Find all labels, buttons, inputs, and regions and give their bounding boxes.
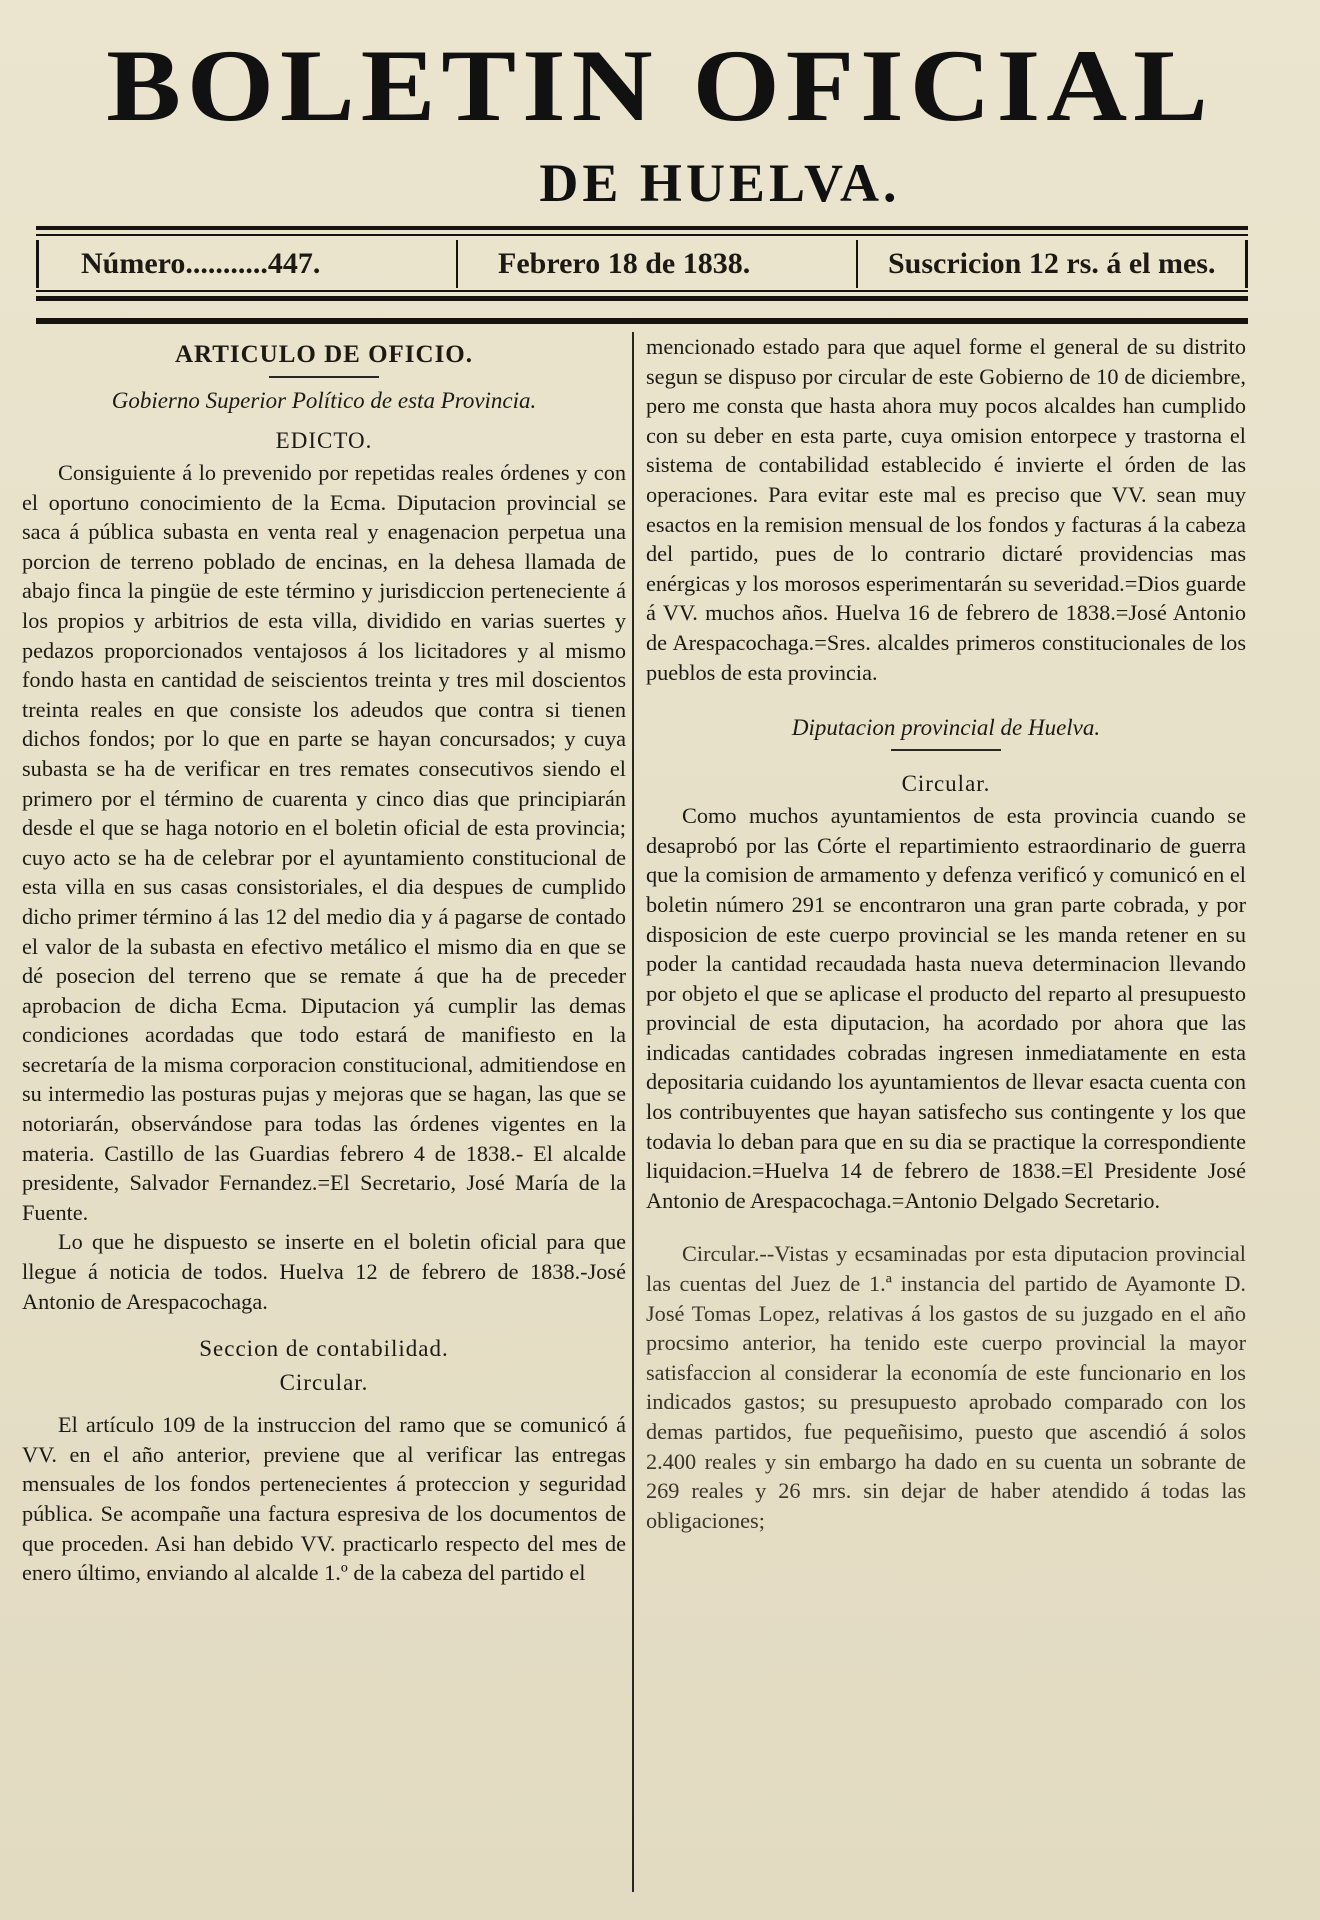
accounting-subheading: Circular. <box>279 1370 369 1396</box>
issue-number: Número...........447. <box>36 240 456 288</box>
info-bar <box>36 222 1248 330</box>
issue-date: Febrero 18 de 1838. <box>456 240 856 288</box>
accounting-heading: Seccion de contabilidad. <box>199 1336 449 1362</box>
circular-heading: Circular. <box>901 771 991 797</box>
diputacion-heading: Diputacion provincial de Huelva. <box>791 715 1101 741</box>
info-cells <box>36 240 1248 288</box>
right-column <box>634 332 1246 1892</box>
bottom-rule-thick <box>36 296 1248 301</box>
top-rule-thick <box>36 226 1248 230</box>
edict-heading: EDICTO. <box>275 428 373 453</box>
section-heading: ARTICULO DE OFICIO. <box>174 341 474 368</box>
heading-rule <box>269 376 379 378</box>
second-circular-body: Circular.--Vistas y ecsaminadas por esta diputacion provincial las cuentas del Juez de 1.ª instancia del partido de Ayamonte D. José Tomas Lopez, relativas á los gastos de su juzgado en el año procsimo anterior, ha tenido este cuerpo provincial la mayor satisfaccion al considerar la economía de este funcionario en los indicados gastos; su presupuesto aprobado comparado con los demas partidos, fue pequeñisimo, puesto que ascendió á solos 2.400 reales y sin embargo ha dado en su cuenta un sobrante de 269 reales y 26 mrs. sin dejar de haber atendido á todas las obligaciones; <box>646 1241 1246 1533</box>
accounting-continuation: mencionado estado para que aquel forme el general de su distrito segun se dispuso por circular de este Gobierno de 10 de diciembre, pero me consta que hasta ahora muy pocos alcaldes han cumplido con su deber en esta parte, cuya omision entorpece y trastorna el sistema de contabilidad establecido é invierte el órden de las operaciones. Para evitar este mal es preciso que VV. sean muy esactos en la remision mensual de los fondos y facturas á la cabeza del partido, pues de lo contrario dictaré providencias mas enérgicas y los morosos esperimentarán su severidad.=Dios guarde á VV. muchos años. Huelva 16 de febrero de 1838.=José Antonio de Arespacochaga.=Sres. alcaldes primeros constitucionales de los pueblos de esta provincia. <box>646 334 1246 685</box>
newspaper-title: BOLETIN OFICIAL <box>106 28 1214 144</box>
accounting-body: El artículo 109 de la instruccion del ramo que se comunicó á VV. en el año anterior, previene que al verificar las entregas mensuales de los fondos pertenecientes á proteccion y seguridad pública. Se acompañe una factura espresiva de los documentos de que proceden. Asi han debido VV. practicarlo respecto del mes de enero último, enviando al alcalde 1.º de la cabeza del partido el <box>22 1412 626 1586</box>
text-columns <box>20 332 1248 1892</box>
column-header-rule <box>36 318 1248 324</box>
subscription-price: Suscricion 12 rs. á el mes. <box>856 240 1248 288</box>
top-rule-thin <box>36 234 1248 236</box>
edict-closing: Lo que he dispuesto se inserte en el boletin oficial para que llegue á noticia de todos. Huelva 12 de febrero de 1838.-José Antonio de Arespacochaga. <box>22 1229 626 1314</box>
government-heading: Gobierno Superior Político de esta Provincia. <box>111 388 537 413</box>
newspaper-subtitle: DE HUELVA. <box>539 153 901 213</box>
bottom-rule-thin <box>36 290 1248 292</box>
heading-rule <box>891 749 1001 751</box>
left-column <box>20 332 632 1892</box>
circular-body: Como muchos ayuntamientos de esta provincia cuando se desaprobó por las Córte el repartimiento estraordinario de guerra que la comision de armamento y defenza verificó y comunicó en el boletin número 291 se encontraron una gran parte cobrada, y por disposicion de este cuerpo provincial se les manda retener en su poder la cantidad recaudada hasta nueva determinacion llevando por objeto el que se aplicase el producto del reparto al presupuesto provincial de esta diputacion, ha acordado por ahora que las indicadas cantidades cobradas ingresen inmediatamente en esta depositaria cuidando los ayuntamientos de llevar esacta cuenta con los contribuyentes que hayan satisfecho sus contingente y los que todavia lo deban para que en su dia se practique la correspondiente liquidacion.=Huelva 14 de febrero de 1838.=El Presidente José Antonio de Arespacochaga.=Antonio Delgado Secretario. <box>646 803 1246 1213</box>
edict-body: Consiguiente á lo prevenido por repetidas reales órdenes y con el oportuno conocimiento de la Ecma. Diputacion provincial se saca á pública subasta en venta real y enagenacion perpetua una porcion de terreno poblado de encinas, en la dehesa llamada de abajo finca la pingüe de este término y jurisdiccion perteneciente á los propios y arbitrios de esta villa, dividido en varias suertes y pedazos proporcionados ventajosos á los licitadores y al mismo fondo hasta en cantidad de seiscientos treinta y tres mil doscientos treinta reales en que consiste los adeudos que contra si tienen dichos fondos; por lo que en parte se hayan concursados; y cuya subasta se ha de verificar en tres remates consecutivos siendo el primero por el término de cuarenta y cinco dias que principiarán desde el que se haga notorio en el boletin oficial de esta provincia; cuyo acto se ha de celebrar por el ayuntamiento constitucional de esta villa en sus casas consistoriales, el dia despues de cumplido dicho primer término á las 12 del medio dia y á pagarse de contado el valor de la subasta en efectivo metálico el mismo dia en que se dé posecion del terreno que se remate á que ha de preceder aprobacion de dicha Ecma. Diputacion yá cumplir las demas condiciones acordadas que todo estará de manifiesto en la secretaría de la misma corporacion constitucional, admitiendose en su intermedio las posturas pujas y mejoras que se hagan, las que se notoriarán, observándose para todas las órdenes vigentes en la materia. Castillo de las Guardias febrero 4 de 1838.- El alcalde presidente, Salvador Fernandez.=El Secretario, José María de la Fuente. <box>22 460 626 1225</box>
masthead <box>0 28 1320 213</box>
